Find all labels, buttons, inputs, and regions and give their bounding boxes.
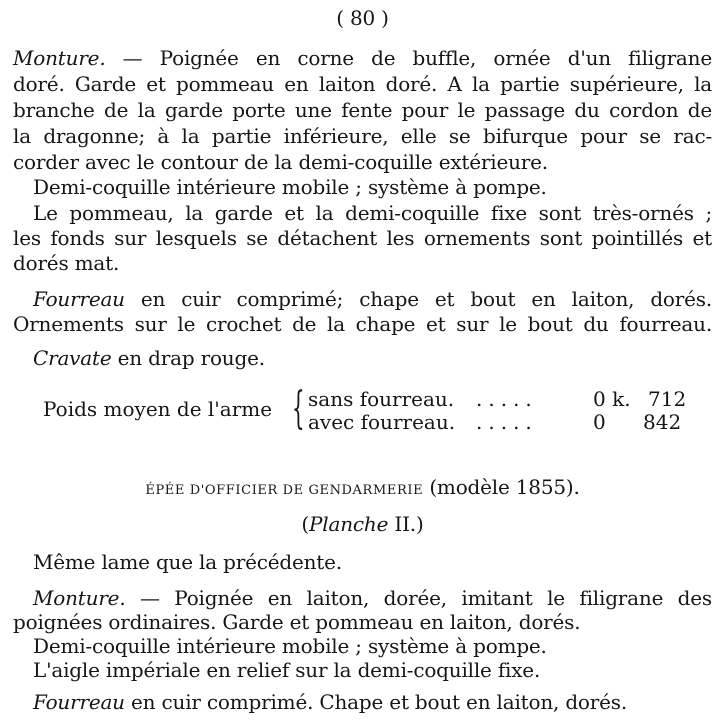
section-title-model: (modèle 1855). bbox=[429, 475, 580, 499]
weight-row-avec-unit: 0 bbox=[593, 410, 606, 434]
plate-reference: (Planche II.) bbox=[301, 512, 424, 536]
cravate-line: Cravate en drap rouge. bbox=[33, 346, 265, 370]
monture-paragraph-line-4: la dragonne; à la partie inférieure, elle se bifurque pour se rac- bbox=[13, 124, 712, 148]
monture-paragraph-line-3: branche de la garde porte une fente pour le passage du cordon de bbox=[13, 98, 712, 122]
weight-row-sans-value: 712 bbox=[648, 387, 687, 411]
weight-row-sans-unit: 0 k. bbox=[593, 387, 631, 411]
monture2-heading: Monture. bbox=[33, 586, 126, 610]
fourreau-paragraph-line-1: Fourreau en cuir comprimé; chape et bout en laiton, dorés. bbox=[33, 287, 712, 311]
weight-row-sans-dots: ..... bbox=[476, 387, 538, 411]
weight-row-avec-dots: ..... bbox=[476, 410, 538, 434]
weight-label: Poids moyen de l'arme bbox=[43, 397, 273, 421]
fourreau-heading: Fourreau bbox=[33, 287, 125, 311]
demi-coquille2-line: Demi-coquille intérieure mobile ; système à pompe. bbox=[33, 634, 547, 658]
weight-row-sans-label: sans fourreau. bbox=[308, 387, 455, 411]
fourreau2-line: Fourreau en cuir comprimé. Chape et bout en laiton, dorés. bbox=[33, 690, 627, 714]
monture-paragraph-line-1: Monture. — Poignée en corne de buffle, ornée d'un filigrane bbox=[13, 46, 712, 70]
section-title-caps: ÉPÉE D'OFFICIER DE GENDARMERIE bbox=[145, 483, 424, 498]
monture2-paragraph-line-1: Monture. — Poignée en laiton, dorée, imitant le filigrane des bbox=[33, 586, 712, 610]
weight-table bbox=[0, 383, 725, 435]
pommeau-paragraph-line-1: Le pommeau, la garde et la demi-coquille fixe sont très-ornés ; bbox=[33, 201, 712, 225]
monture-paragraph-line-2: doré. Garde et pommeau en laiton doré. A la partie supérieure, la bbox=[13, 72, 712, 96]
curly-brace-icon: { bbox=[292, 383, 305, 434]
aigle-line: L'aigle impériale en relief sur la demi-coquille fixe. bbox=[33, 658, 541, 682]
monture-heading: Monture. bbox=[13, 46, 106, 70]
meme-lame-line: Même lame que la précédente. bbox=[33, 550, 342, 574]
section-title bbox=[0, 475, 725, 503]
fourreau2-heading: Fourreau bbox=[33, 690, 125, 714]
page-number: ( 80 ) bbox=[336, 6, 389, 30]
pommeau-paragraph-line-3: dorés mat. bbox=[13, 251, 120, 275]
cravate-heading: Cravate bbox=[33, 346, 112, 370]
pommeau-paragraph-line-2: les fonds sur lesquels se détachent les ornements sont pointillés et bbox=[13, 226, 712, 250]
monture-paragraph-line-5: corder avec le contour de la demi-coquille extérieure. bbox=[13, 150, 548, 174]
demi-coquille-line: Demi-coquille intérieure mobile ; système à pompe. bbox=[33, 175, 547, 199]
fourreau-paragraph-line-2: Ornements sur le crochet de la chape et sur le bout du fourreau. bbox=[13, 312, 712, 336]
weight-row-avec-value: 842 bbox=[643, 410, 682, 434]
monture2-paragraph-line-2: poignées ordinaires. Garde et pommeau en laiton, dorés. bbox=[13, 610, 581, 634]
weight-row-avec-label: avec fourreau. bbox=[308, 410, 456, 434]
